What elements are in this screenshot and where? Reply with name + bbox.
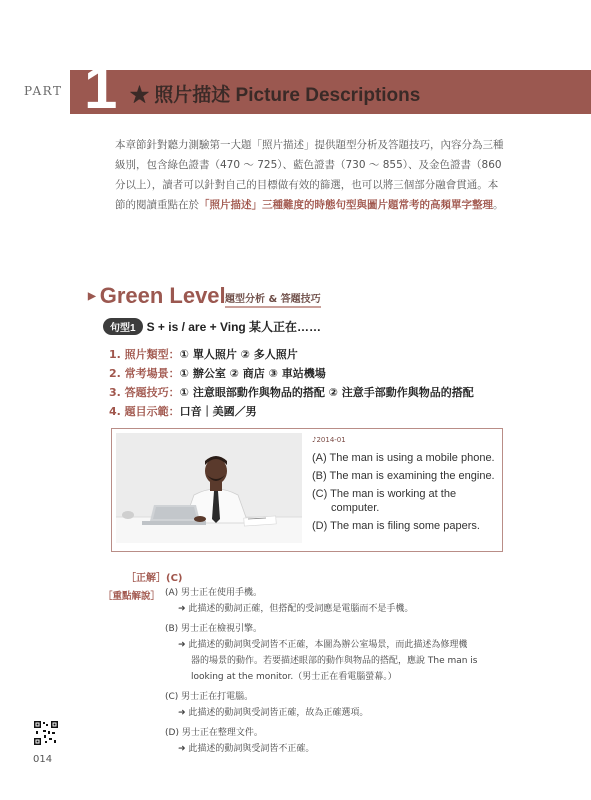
intro-line: 級別，包含綠色證書（470 ～ 725）、藍色證書（730 ～ 855）、及金色證書（860	[115, 159, 502, 171]
option-d: (D) The man is filing some papers.	[312, 520, 480, 532]
explanation-d-note: ➜ 此描述的動詞與受詞皆不正確。	[178, 744, 315, 754]
part-number: 1	[84, 54, 118, 121]
info-key: 1. 照片類型：	[109, 348, 180, 361]
pattern-badge: 句型1	[103, 318, 143, 335]
info-item	[109, 345, 474, 364]
level-subtitle: 題型分析 & 答題技巧	[225, 290, 321, 308]
explanation-label: ［重點解說］	[103, 591, 161, 602]
info-value: ① 單人照片 ② 多人照片	[179, 348, 298, 361]
pattern-text: S + is / are + Ving 某人正在……	[146, 320, 322, 334]
office-photo	[116, 433, 302, 543]
info-item	[109, 364, 474, 383]
explanation-c-note: ➜ 此描述的動詞與受詞皆正確，故為正確選項。	[178, 708, 369, 718]
option-b: (B) The man is examining the engine.	[312, 470, 495, 482]
intro-line: 分以上），讀者可以針對自己的目標做有效的篩選，也可以將三個部分融會貫通。本	[115, 179, 499, 191]
intro-text: 節的閱讀重點在於	[115, 199, 199, 211]
info-key: 3. 答題技巧：	[109, 386, 180, 399]
info-item	[109, 402, 474, 421]
level-title: Green Level	[99, 283, 226, 308]
intro-line: 本章節針對聽力測驗第一大題「照片描述」提供題型分析及答題技巧，內容分為三種	[115, 139, 504, 151]
track-number: ♪2014-01	[312, 436, 346, 444]
intro-line	[115, 195, 513, 215]
explanation-a: (A) 男士正在使用手機。	[165, 588, 263, 598]
intro-highlight: 「照片描述」三種難度的時態句型與圖片題常考的高頻單字整理	[199, 199, 493, 211]
info-value: 口音｜美國／男	[179, 405, 257, 418]
info-value: ① 辦公室 ② 商店 ③ 車站機場	[179, 367, 326, 380]
info-item	[109, 383, 474, 402]
chapter-title: ★ 照片描述 Picture Descriptions	[130, 85, 421, 106]
option-c: (C) The man is working at the	[312, 488, 457, 500]
question-box	[111, 428, 503, 552]
explanation-b-note: looking at the monitor.（男士正在看電腦螢幕。）	[191, 672, 397, 682]
explanation-d: (D) 男士正在整理文件。	[165, 728, 263, 738]
qr-code-icon[interactable]	[33, 720, 59, 746]
part-label: PART	[24, 84, 63, 98]
man-at-laptop-illustration	[116, 433, 302, 543]
level-heading	[88, 283, 226, 309]
option-c-continued: computer.	[331, 502, 380, 514]
info-value: ① 注意眼部動作與物品的搭配 ② 注意手部動作與物品的搭配	[179, 386, 474, 399]
info-key: 2. 常考場景：	[109, 367, 180, 380]
correct-answer: ［正解］(C)	[126, 573, 183, 584]
explanation-b-note: ➜ 此描述的動詞與受詞皆不正確，本圖為辦公室場景，而此描述為修理機	[178, 640, 468, 650]
intro-text: 。	[493, 199, 504, 211]
option-a: (A) The man is using a mobile phone.	[312, 452, 495, 464]
sentence-pattern	[103, 318, 321, 335]
explanation-c: (C) 男士正在打電腦。	[165, 692, 254, 702]
explanation-b-note: 器的場景的動作。若要描述眼部的動作與物品的搭配，應說 The man is	[191, 656, 478, 666]
explanation-b: (B) 男士正在檢視引擎。	[165, 624, 263, 634]
info-list	[109, 345, 474, 421]
intro-paragraph	[115, 135, 513, 215]
info-key: 4. 題目示範：	[109, 405, 180, 418]
page-number: 014	[33, 754, 53, 765]
explanation-a-note: ➜ 此描述的動詞正確，但搭配的受詞應是電腦而不是手機。	[178, 604, 414, 614]
triangle-marker-icon: ▶	[88, 291, 96, 302]
